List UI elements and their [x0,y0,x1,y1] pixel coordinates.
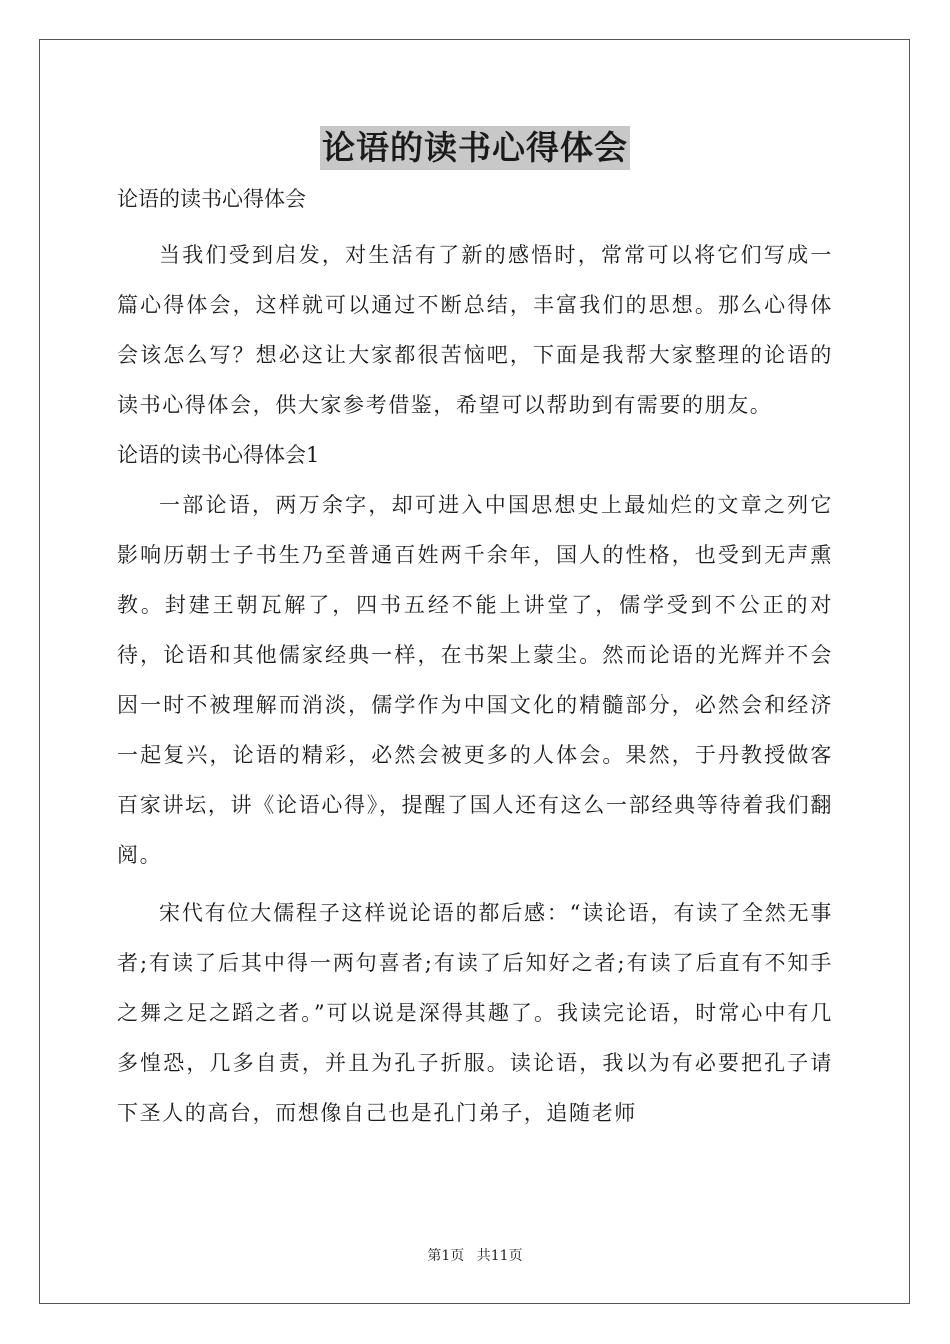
intro-paragraph: 当我们受到启发，对生活有了新的感悟时，常常可以将它们写成一篇心得体会，这样就可以通过不断总结，丰富我们的思想。那么心得体会该怎么写？想必这让大家都很苦恼吧，下面是我帮大家整理的论语的读书心得体会，供大家参考借鉴，希望可以帮助到有需要的朋友。 [117,243,833,417]
document-body [117,180,833,1138]
page-number-total: 共11页 [476,1248,523,1264]
title-container [0,126,950,170]
body-paragraph-2: 宋代有位大儒程子这样说论语的都后感：“读论语，有读了全然无事者;有读了后其中得一两句喜者;有读了后知好之者;有读了后直有不知手之舞之足之蹈之者。”可以说是深得其趣了。我读完论语，时常心中有几多惶恐，几多自责，并且为孔子折服。读论语，我以为有必要把孔子请下圣人的高台，而想像自己也是孔门弟子，追随老师 [117,901,833,1125]
document-title: 论语的读书心得体会 [320,126,630,170]
page-number-current: 第1页 [427,1248,465,1264]
body-paragraph-1: 一部论语，两万余字，却可进入中国思想史上最灿烂的文章之列它影响历朝士子书生乃至普通百姓两千余年，国人的性格，也受到无声熏教。封建王朝瓦解了，四书五经不能上讲堂了，儒学受到不公正的对待，论语和其他儒家经典一样，在书架上蒙尘。然而论语的光辉并不会因一时不被理解而消淡，儒学作为中国文化的精髓部分，必然会和经济一起复兴，论语的精彩，必然会被更多的人体会。果然，于丹教授做客百家讲坛，讲《论语心得》，提醒了国人还有这么一部经典等待着我们翻阅。 [117,493,833,867]
heading-line: 论语的读书心得体会 [117,187,306,211]
section-title: 论语的读书心得体会1 [117,443,320,467]
page-footer [0,1245,950,1265]
